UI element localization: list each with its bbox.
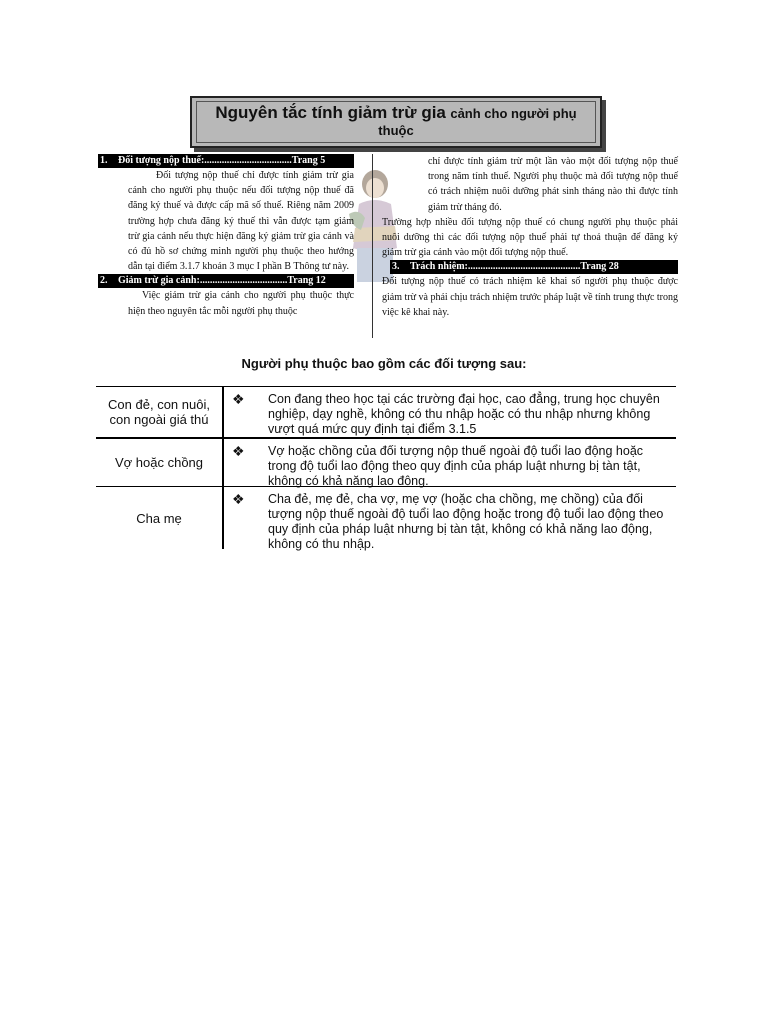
dependent-label: Con đẻ, con nuôi, con ngoài giá thú bbox=[96, 387, 224, 437]
title-inner-border bbox=[196, 101, 596, 143]
title-rest: cảnh cho người phụ bbox=[450, 106, 577, 121]
section-2-number: 2. bbox=[100, 275, 108, 287]
section-2-title: Giảm trừ gia cảnh:...................................Trang 12 bbox=[118, 275, 326, 287]
dependent-label: Cha mẹ bbox=[96, 487, 224, 549]
right-column bbox=[382, 154, 678, 320]
table-row bbox=[96, 386, 676, 437]
table-row bbox=[96, 437, 676, 486]
diamond-bullet-icon: ❖ bbox=[232, 491, 245, 507]
dependent-label: Vợ hoặc chồng bbox=[96, 439, 224, 486]
left-column bbox=[98, 154, 354, 319]
section-2-shared-text: Trường hợp nhiều đối tượng nộp thuế có chung người phụ thuộc phải nuôi dưỡng thì các đối tượng nộp thuế phải tự thoả thuận để đăng ký giảm trừ gia cảnh vào một đối tượng nộp thuế. bbox=[382, 216, 678, 259]
section-1-title: Đối tượng nộp thuế:...................................Trang 5 bbox=[118, 155, 326, 166]
column-divider bbox=[372, 154, 373, 338]
section-1-heading bbox=[98, 154, 354, 168]
diamond-bullet-icon: ❖ bbox=[232, 391, 245, 407]
section-3-number: 3. bbox=[392, 261, 400, 273]
title-box bbox=[190, 96, 602, 148]
dependent-description: Con đang theo học tại các trường đại học, cao đẳng, trung học chuyên nghiệp, dạy nghề, không có thu nhập hoặc có thu nhập nhưng không vượt quá mức quy định tại điểm 3.1.5 bbox=[268, 392, 660, 436]
section-1-text: Đối tượng nộp thuế chỉ được tính giảm trừ gia cảnh cho người phụ thuộc nếu đối tượng nộp thuế đã đăng ký thuế và được cấp mã số thuế. Riêng năm 2009 trường hợp chưa đăng ký thuế thì vẫn được tạm giảm trừ gia cảnh nếu thực hiện đăng ký giảm trừ gia cảnh và có đủ hồ sơ chứng minh người phụ thuộc theo hướng dẫn tại điểm 3.1.7 khoản 3 mục I phần B Thông tư này. bbox=[128, 170, 354, 273]
section-1-number: 1. bbox=[100, 155, 108, 166]
dependent-description: Vợ hoặc chồng của đối tượng nộp thuế ngoài độ tuổi lao động hoặc trong độ tuổi lao động theo quy định của pháp luật nhưng bị tàn tật, không có khả năng lao động. bbox=[268, 444, 644, 488]
title-main: Nguyên tắc tính giảm trừ gia bbox=[215, 103, 446, 122]
section-3-heading bbox=[390, 260, 678, 274]
section-2-heading bbox=[98, 274, 354, 288]
table-row bbox=[96, 486, 676, 549]
section-3-text: Đối tượng nộp thuế có trách nhiệm kê khai số người phụ thuộc được giảm trừ và phải chịu trách nhiệm trước pháp luật về tính trung thực trong việc kê khai này. bbox=[382, 276, 678, 318]
title-line-2: thuộc bbox=[378, 123, 414, 138]
section-3-title: Trách nhiệm:.............................................Trang 28 bbox=[410, 261, 619, 273]
section-2-continued-text: chỉ được tính giảm trừ một lần vào một đối tượng nộp thuế trong năm tính thuế. Người phụ thuộc mà đối tượng nộp thuế có trách nhiệm nuôi dưỡng phát sinh tháng nào thì được tính giảm trừ tháng đó. bbox=[428, 156, 678, 213]
diamond-bullet-icon: ❖ bbox=[232, 443, 245, 459]
section-2-text: Việc giảm trừ gia cảnh cho người phụ thuộc thực hiện theo nguyên tắc mỗi người phụ thuộc bbox=[128, 290, 354, 317]
dependents-table bbox=[96, 386, 676, 549]
dependents-subtitle: Người phụ thuộc bao gồm các đối tượng sau: bbox=[241, 356, 527, 371]
dependent-description: Cha đẻ, mẹ đẻ, cha vợ, mẹ vợ (hoặc cha chồng, mẹ chồng) của đối tượng nộp thuế ngoài độ tuổi lao động hoặc trong độ tuổi lao động theo quy định của pháp luật nhưng bị tàn tật, không có khả năng lao động, không có thu nhập. bbox=[268, 492, 664, 551]
